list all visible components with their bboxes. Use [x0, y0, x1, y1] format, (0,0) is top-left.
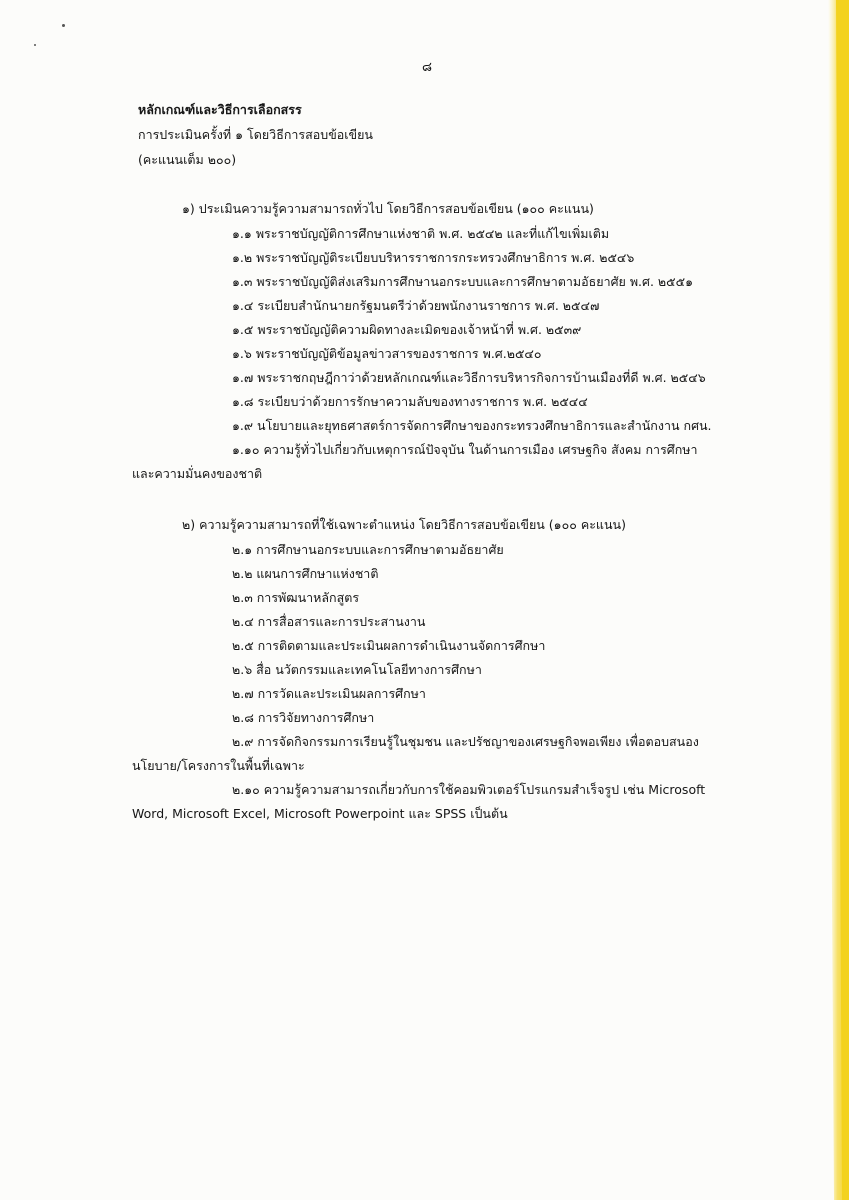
list-item-continuation: Word, Microsoft Excel, Microsoft Powerpoint และ SPSS เป็นต้น: [132, 806, 508, 821]
list-item: ๒.๗ การวัดและประเมินผลการศึกษา: [232, 686, 426, 701]
list-item: ๑.๑๐ ความรู้ทั่วไปเกี่ยวกับเหตุการณ์ปัจจุบัน ในด้านการเมือง เศรษฐกิจ สังคม การศึกษา: [232, 442, 698, 457]
scan-speck: [34, 44, 36, 46]
list-item: ๒.๑ การศึกษานอกระบบและการศึกษาตามอัธยาศัย: [232, 542, 504, 557]
list-item: ๒.๘ การวิจัยทางการศึกษา: [232, 710, 375, 725]
list-item: ๒.๙ การจัดกิจกรรมการเรียนรู้ในชุมชน และปรัชญาของเศรษฐกิจพอเพียง เพื่อตอบสนอง: [232, 734, 699, 749]
list-item: ๒.๕ การติดตามและประเมินผลการดำเนินงานจัดการศึกษา: [232, 638, 546, 653]
full-score: (คะแนนเต็ม ๒๐๐): [138, 152, 237, 167]
section-heading: ๒) ความรู้ความสามารถที่ใช้เฉพาะตำแหน่ง โดยวิธีการสอบข้อเขียน (๑๐๐ คะแนน): [182, 517, 626, 532]
list-item: ๑.๙ นโยบายและยุทธศาสตร์การจัดการศึกษาของกระทรวงศึกษาธิการและสำนักงาน กศน.: [232, 418, 712, 433]
assessment-line: การประเมินครั้งที่ ๑ โดยวิธีการสอบข้อเขียน: [138, 127, 373, 142]
list-item: ๑.๒ พระราชบัญญัติระเบียบบริหารราชการกระทรวงศึกษาธิการ พ.ศ. ๒๕๔๖: [232, 250, 635, 265]
list-item: ๒.๒ แผนการศึกษาแห่งชาติ: [232, 566, 379, 581]
list-item: ๒.๔ การสื่อสารและการประสานงาน: [232, 614, 426, 629]
list-item: ๑.๘ ระเบียบว่าด้วยการรักษาความลับของทางราชการ พ.ศ. ๒๕๔๔: [232, 394, 588, 409]
list-item: ๒.๖ สื่อ นวัตกรรมและเทคโนโลยีทางการศึกษา: [232, 662, 482, 677]
list-item-continuation: และความมั่นคงของชาติ: [132, 466, 263, 481]
list-item: ๑.๔ ระเบียบสำนักนายกรัฐมนตรีว่าด้วยพนักงานราชการ พ.ศ. ๒๕๔๗: [232, 298, 600, 313]
list-item: ๒.๑๐ ความรู้ความสามารถเกี่ยวกับการใช้คอมพิวเตอร์โปรแกรมสำเร็จรูป เช่น Microsoft: [232, 782, 706, 797]
document-title: หลักเกณฑ์และวิธีการเลือกสรร: [138, 102, 302, 117]
section-heading: ๑) ประเมินความรู้ความสามารถทั่วไป โดยวิธีการสอบข้อเขียน (๑๐๐ คะแนน): [182, 201, 594, 216]
list-item: ๑.๗ พระราชกฤษฎีกาว่าด้วยหลักเกณฑ์และวิธีการบริหารกิจการบ้านเมืองที่ดี พ.ศ. ๒๕๔๖: [232, 370, 706, 385]
list-item: ๑.๖ พระราชบัญญัติข้อมูลข่าวสารของราชการ พ.ศ.๒๕๔๐: [232, 346, 542, 361]
list-item: ๑.๕ พระราชบัญญัติความผิดทางละเมิดของเจ้าหน้าที่ พ.ศ. ๒๕๓๙: [232, 322, 582, 337]
scan-speck: [62, 24, 65, 27]
list-item-continuation: นโยบาย/โครงการในพื้นที่เฉพาะ: [132, 758, 305, 773]
page-number: ๘: [422, 60, 433, 75]
list-item: ๑.๑ พระราชบัญญัติการศึกษาแห่งชาติ พ.ศ. ๒๕๔๒ และที่แก้ไขเพิ่มเติม: [232, 226, 610, 241]
list-item: ๒.๓ การพัฒนาหลักสูตร: [232, 590, 360, 605]
list-item: ๑.๓ พระราชบัญญัติส่งเสริมการศึกษานอกระบบและการศึกษาตามอัธยาศัย พ.ศ. ๒๕๕๑: [232, 274, 694, 289]
